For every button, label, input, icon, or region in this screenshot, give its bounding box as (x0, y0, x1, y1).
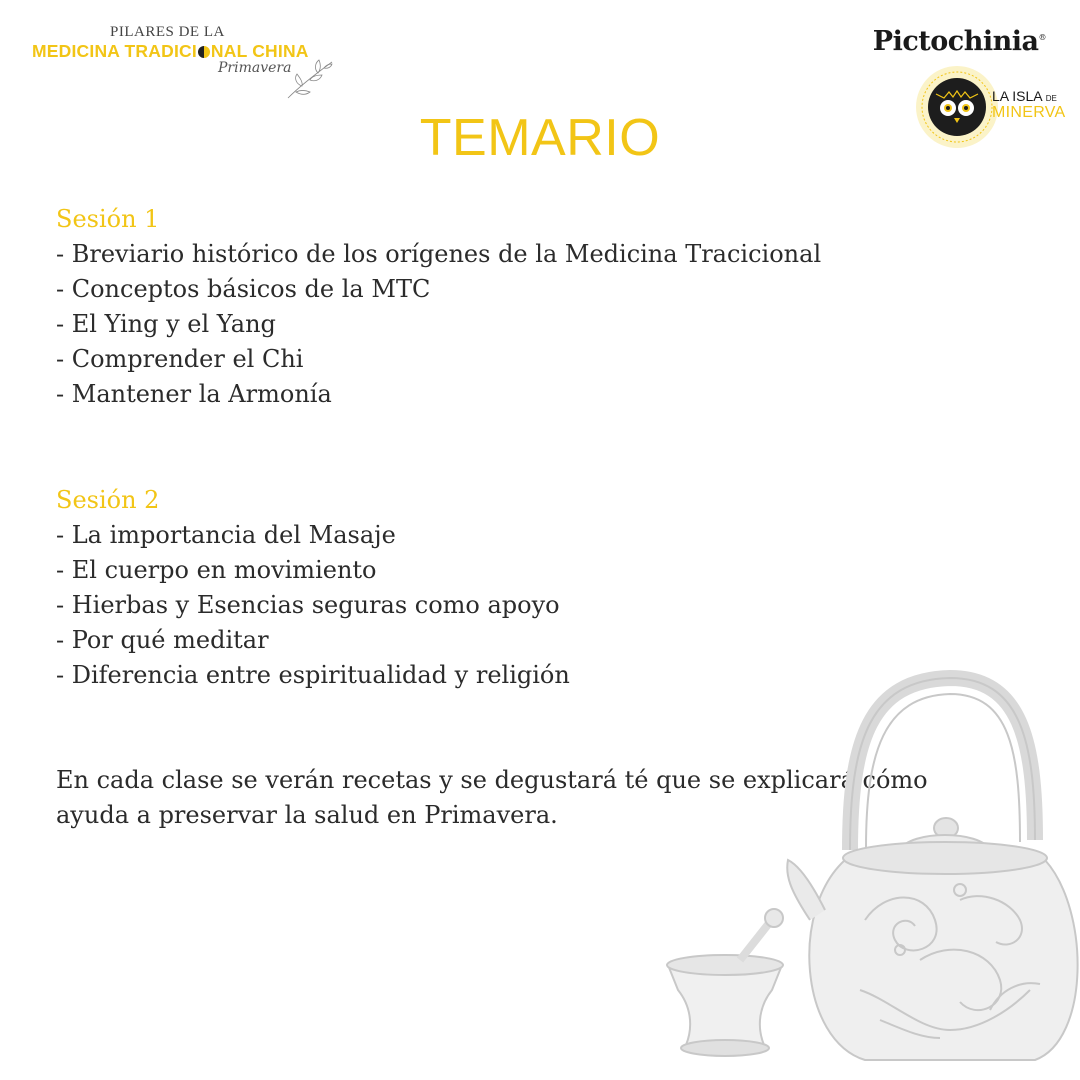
logo-main-title: MEDICINA TRADICI NAL CHINA (32, 41, 309, 61)
closing-note: En cada clase se verán recetas y se degustará té que se explicará cómo ayuda a preservar la salud en Primavera. (56, 766, 928, 829)
partner-name-line2: MINERVA (992, 104, 1066, 121)
event-logo (32, 22, 332, 92)
list-item: - Hierbas y Esencias seguras como apoyo (56, 591, 560, 619)
session-1 (56, 202, 1016, 412)
list-item: - Comprender el Chi (56, 345, 304, 373)
logo-pretitle: PILARES DE LA (110, 24, 225, 40)
list-item: - La importancia del Masaje (56, 521, 396, 549)
list-item: - El Ying y el Yang (56, 310, 276, 338)
list-item: - Breviario histórico de los orígenes de la Medicina Tracicional (56, 240, 822, 268)
session-title: Sesión 2 (56, 486, 160, 514)
list-item: - El cuerpo en movimiento (56, 556, 377, 584)
page-title: TEMARIO (419, 109, 661, 167)
logo-subtitle: Primavera (218, 60, 292, 76)
partner-name-line1: LA ISLA DE (992, 88, 1057, 104)
list-item: - Diferencia entre espiritualidad y religión (56, 661, 570, 689)
teapot-mortar-illustration (660, 660, 1080, 1080)
list-item: - Por qué meditar (56, 626, 269, 654)
brand-logo: Pictochinia® (872, 26, 1046, 57)
list-item: - Conceptos básicos de la MTC (56, 275, 431, 303)
session-title: Sesión 1 (56, 205, 160, 233)
list-item: - Mantener la Armonía (56, 380, 332, 408)
sprig-icon (278, 54, 338, 106)
yin-yang-icon (198, 46, 210, 58)
